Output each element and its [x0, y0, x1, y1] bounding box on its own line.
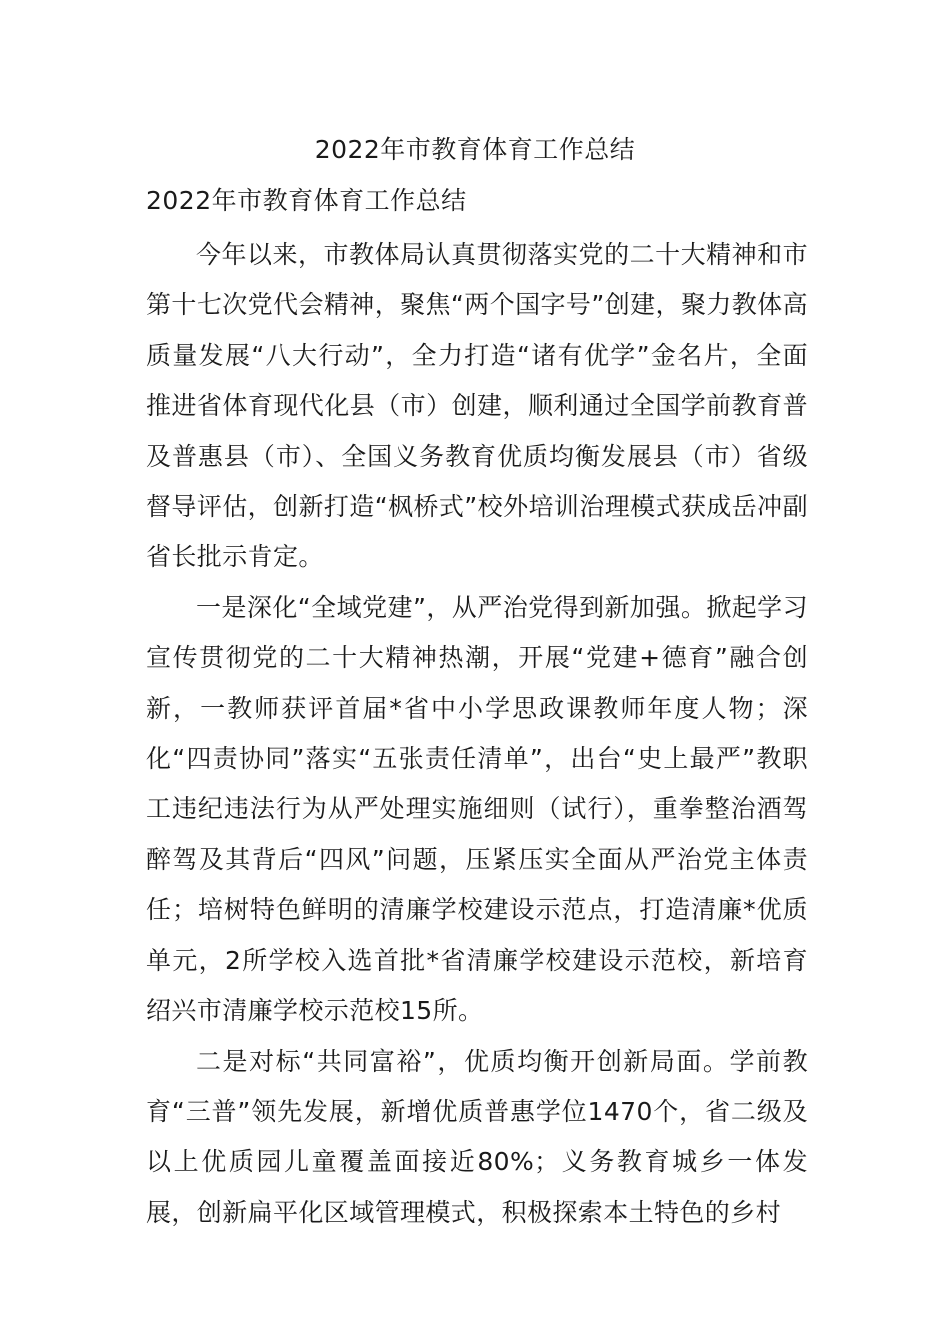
paragraph-common-prosperity: 二是对标“共同富裕”，优质均衡开创新局面。学前教育“三普”领先发展，新增优质普惠学位1470个，省二级及以上优质园儿童覆盖面接近80%；义务教育城乡一体发展，创新扁平化区域管理模式，积极探索本土特色的乡村	[146, 1046, 808, 1227]
document-title: 2022年市教育体育工作总结	[314, 135, 636, 164]
paragraph-party-building: 一是深化“全域党建”，从严治党得到新加强。掀起学习宣传贯彻党的二十大精神热潮，开展“党建+德育”融合创新，一教师获评首届*省中小学思政课教师年度人物；深化“四责协同”落实“五张责任清单”，出台“史上最严”教职工违纪违法行为从严处理实施细则（试行），重拳整治酒驾醉驾及其背后“四风”问题，压紧压实全面从严治党主体责任；培树特色鲜明的清廉学校建设示范点，打造清廉*优质单元，2所学校入选首批*省清廉学校建设示范校，新培育绍兴市清廉学校示范校15所。	[146, 592, 808, 1026]
document-body	[146, 180, 808, 1238]
paragraph-intro: 今年以来，市教体局认真贯彻落实党的二十大精神和市第十七次党代会精神，聚焦“两个国字号”创建，聚力教体高质量发展“八大行动”，全力打造“诸有优学”金名片，全面推进省体育现代化县（市）创建，顺利通过全国学前教育普及普惠县（市）、全国义务教育优质均衡发展县（市）省级督导评估，创新打造“枫桥式”校外培训治理模式获成岳冲副省长批示肯定。	[146, 240, 808, 572]
document-subtitle: 2022年市教育体育工作总结	[146, 186, 467, 215]
